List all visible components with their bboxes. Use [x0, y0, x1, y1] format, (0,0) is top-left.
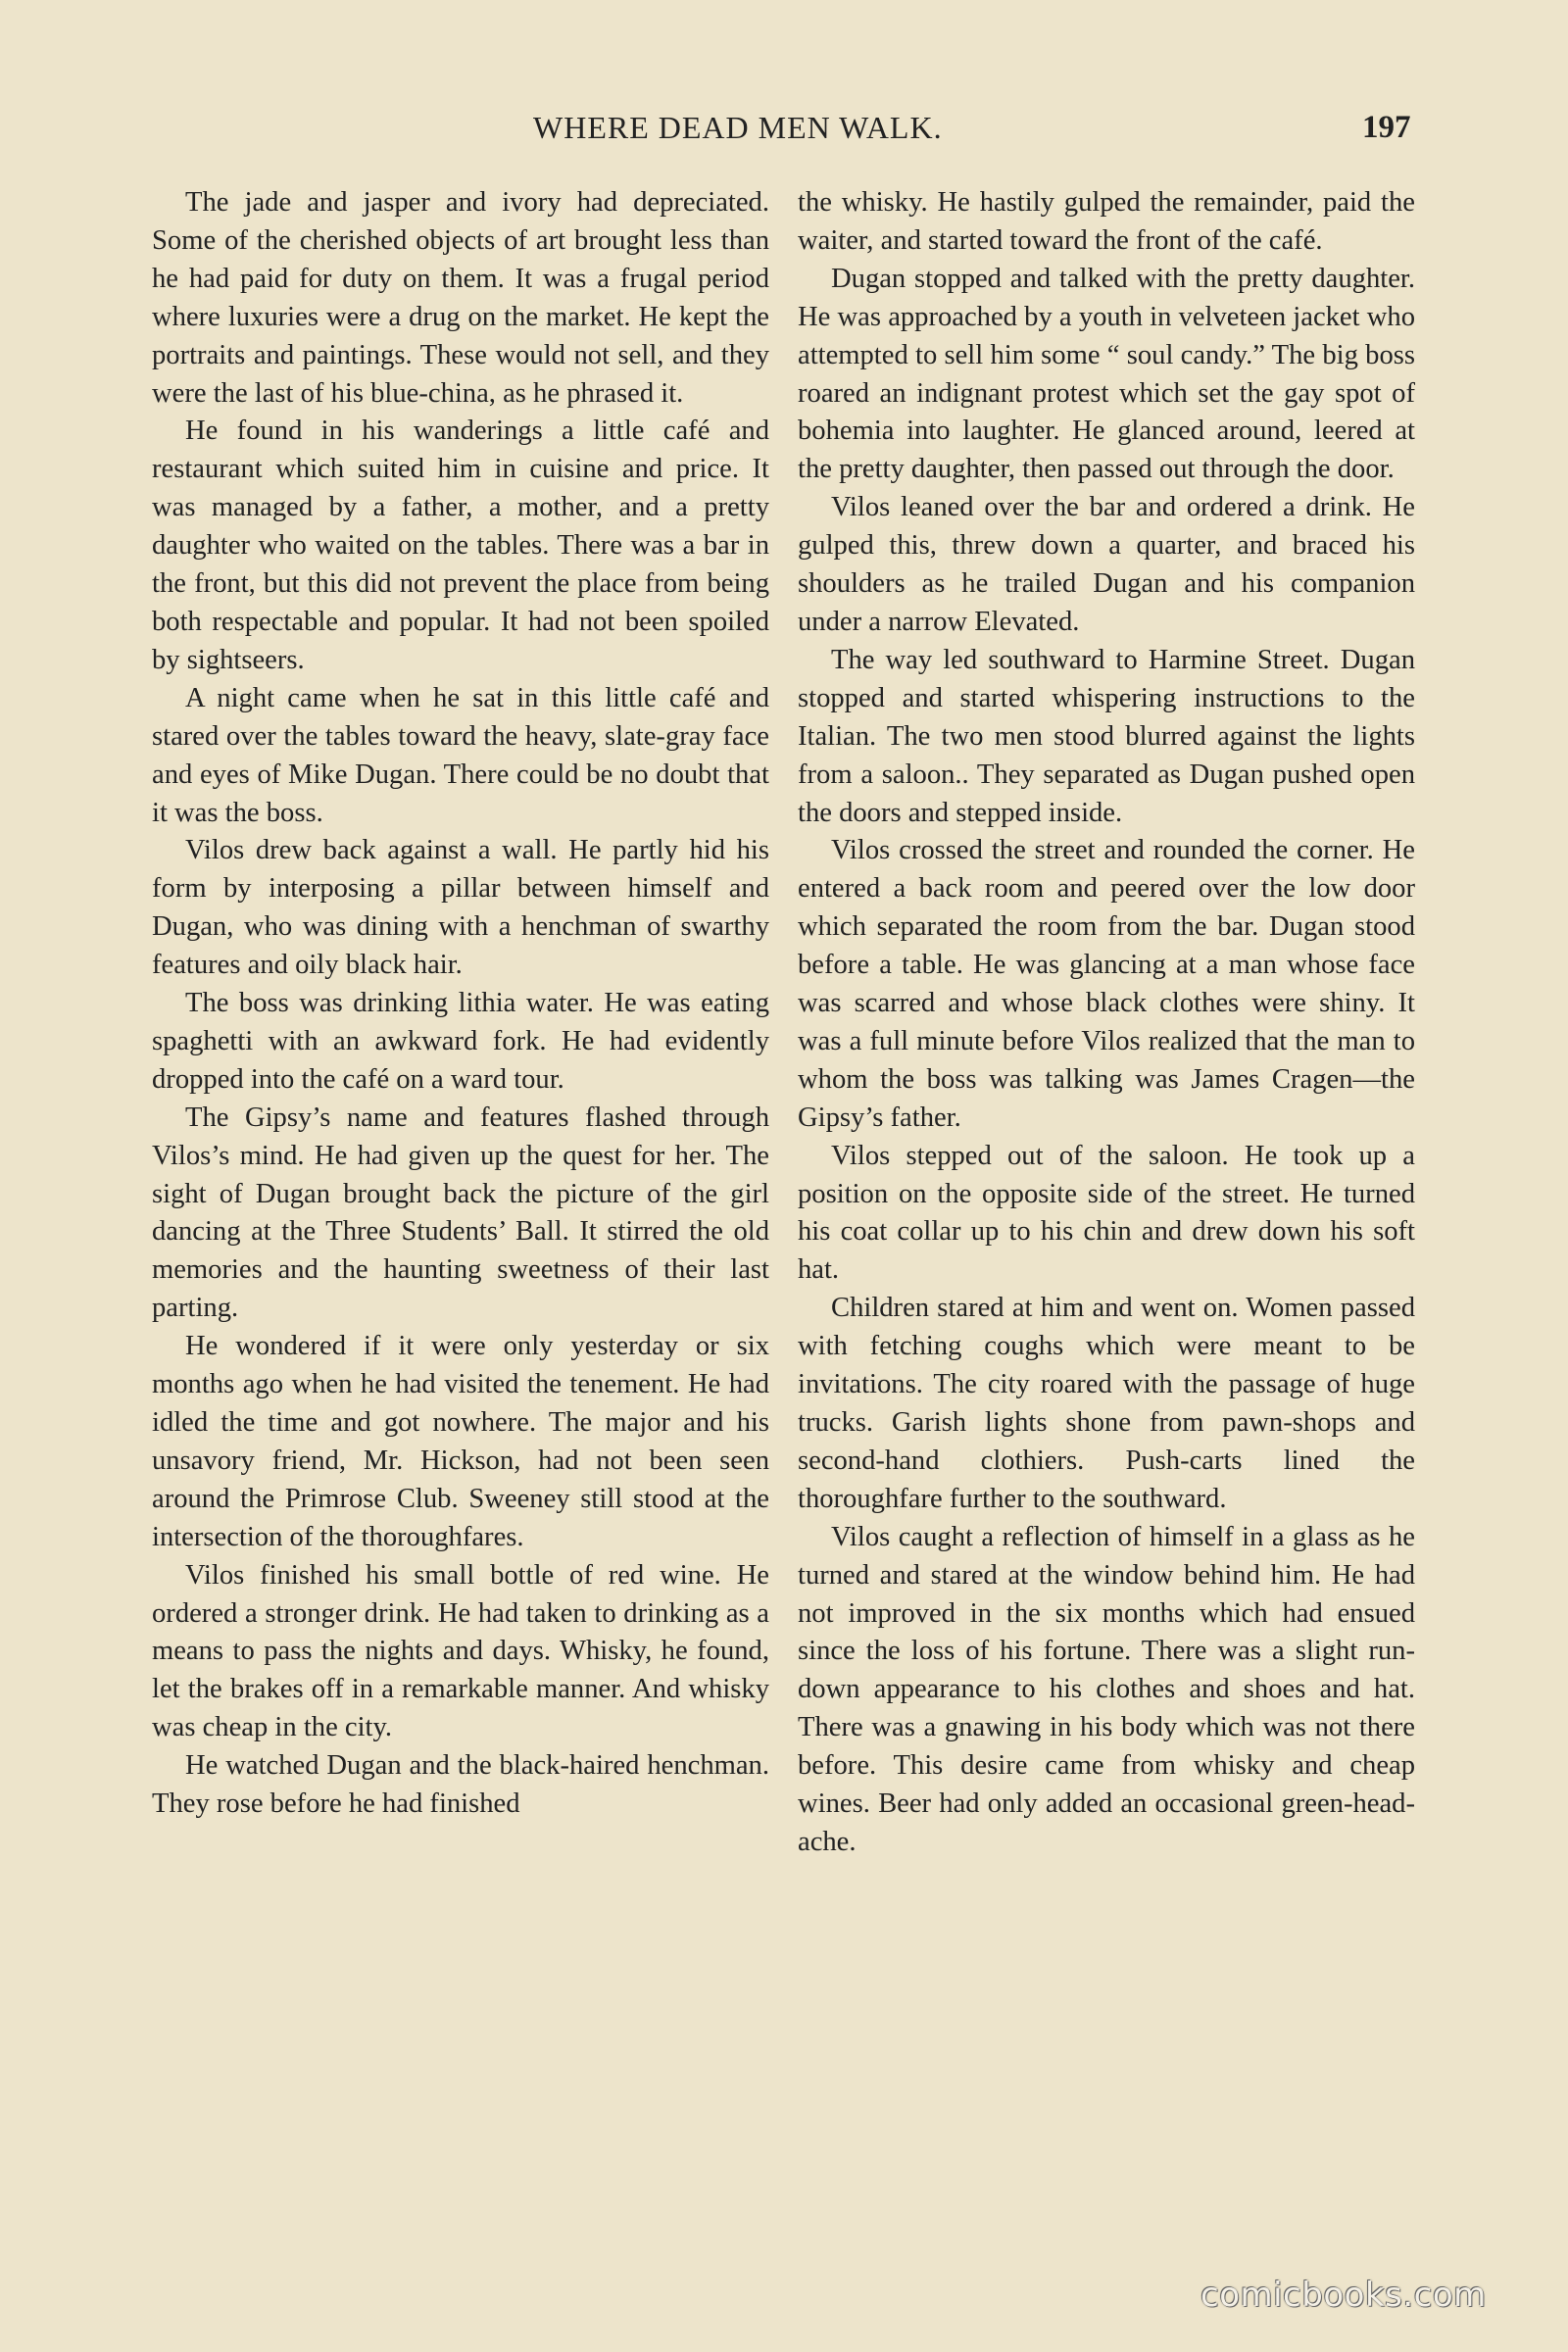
paragraph: Vilos crossed the street and rounded the corner. He entered a back room and peered over the low door which separated the room from the bar. Dugan stood before a table. He was glancing at a man whose face was scarred and whose black clothes were shiny. It was a full minute before Vilos realized that the man to whom the boss was talking was James Cragen—the Gipsy’s father. [798, 835, 1415, 1133]
paragraph: He wondered if it were only yesterday or six months ago when he had visited the tenement. He had idled the time and got nowhere. The major and his unsavory friend, Mr. Hickson, had not been seen around the Primrose Club. Sweeney still stood at the intersection of the thoroughfares. [152, 1331, 769, 1552]
paragraph-continued: the whisky. He hastily gulped the remainder, paid the waiter, and started toward the front of the café. [798, 187, 1415, 256]
running-title: WHERE DEAD MEN WALK. [533, 110, 943, 145]
paragraph: Vilos drew back against a wall. He partly hid his form by interposing a pillar between himself and Dugan, who was dining with a henchman of swarthy features and oily black hair. [152, 835, 769, 981]
paragraph: Dugan stopped and talked with the pretty daughter. He was approached by a youth in velveteen jacket who attempted to sell him some “ soul candy.” The big boss roared an indignant protest which set the gay spot of bohemia into laughter. He glanced around, leered at the pretty daughter, then passed out through the door. [798, 263, 1415, 485]
paragraph: A night came when he sat in this little café and stared over the tables toward the heavy, slate-gray face and eyes of Mike Dugan. There could be no doubt that it was the boss. [152, 682, 769, 828]
paragraph: Vilos caught a reflection of himself in a glass as he turned and stared at the window behind him. He had not improved in the six months which had ensued since the loss of his fortune. There was a slight rundown appearance to his clothes and shoes and hat. There was a gnawing in his body which was not there before. This desire came from whisky and cheap wines. Beer had only added an occasional green-headache. [798, 1521, 1415, 1857]
paragraph: Vilos stepped out of the saloon. He took up a position on the opposite side of the street. He turned his coat collar up to his chin and drew down his soft hat. [798, 1140, 1415, 1286]
watermark: comicbooks.com [1200, 2276, 1487, 2315]
paragraph: The Gipsy’s name and features flashed through Vilos’s mind. He had given up the quest for her. The sight of Dugan brought back the picture of the girl dancing at the Three Students’ Ball. It stirred the old memories and the haunting sweetness of their last parting. [152, 1102, 769, 1324]
running-header [0, 110, 1568, 159]
paragraph: The way led southward to Harmine Street. Dugan stopped and started whispering instructions to the Italian. The two men stood blurred against the lights from a saloon.. They separated as Dugan pushed open the doors and stepped inside. [798, 644, 1415, 828]
paragraph: The jade and jasper and ivory had depreciated. Some of the cherished objects of art brought less than he had paid for duty on them. It was a frugal period where luxuries were a drug on the market. He kept the portraits and paintings. These would not sell, and they were the last of his blue-china, as he phrased it. [152, 187, 769, 409]
right-column [798, 184, 1415, 1862]
page-number: 197 [1362, 110, 1411, 145]
paragraph: The boss was drinking lithia water. He was eating spaghetti with an awkward fork. He had evidently dropped into the café on a ward tour. [152, 988, 769, 1095]
paragraph: He watched Dugan and the black-haired henchman. They rose before he had finished [152, 1750, 769, 1820]
left-column [152, 184, 769, 1824]
paragraph: Children stared at him and went on. Women passed with fetching coughs which were meant to be invitations. The city roared with the passage of huge trucks. Garish lights shone from pawn-shops and second-hand clothiers. Push-carts lined the thoroughfare further to the southward. [798, 1293, 1415, 1514]
paragraph: Vilos finished his small bottle of red wine. He ordered a stronger drink. He had taken to drinking as a means to pass the nights and days. Whisky, he found, let the brakes off in a remarkable manner. And whisky was cheap in the city. [152, 1559, 769, 1743]
paragraph: Vilos leaned over the bar and ordered a drink. He gulped this, threw down a quarter, and braced his shoulders as he trailed Dugan and his companion under a narrow Elevated. [798, 492, 1415, 637]
paragraph: He found in his wanderings a little café and restaurant which suited him in cuisine and price. It was managed by a father, a mother, and a pretty daughter who waited on the tables. There was a bar in the front, but this did not prevent the place from being both respectable and popular. It had not been spoiled by sightseers. [152, 416, 769, 675]
